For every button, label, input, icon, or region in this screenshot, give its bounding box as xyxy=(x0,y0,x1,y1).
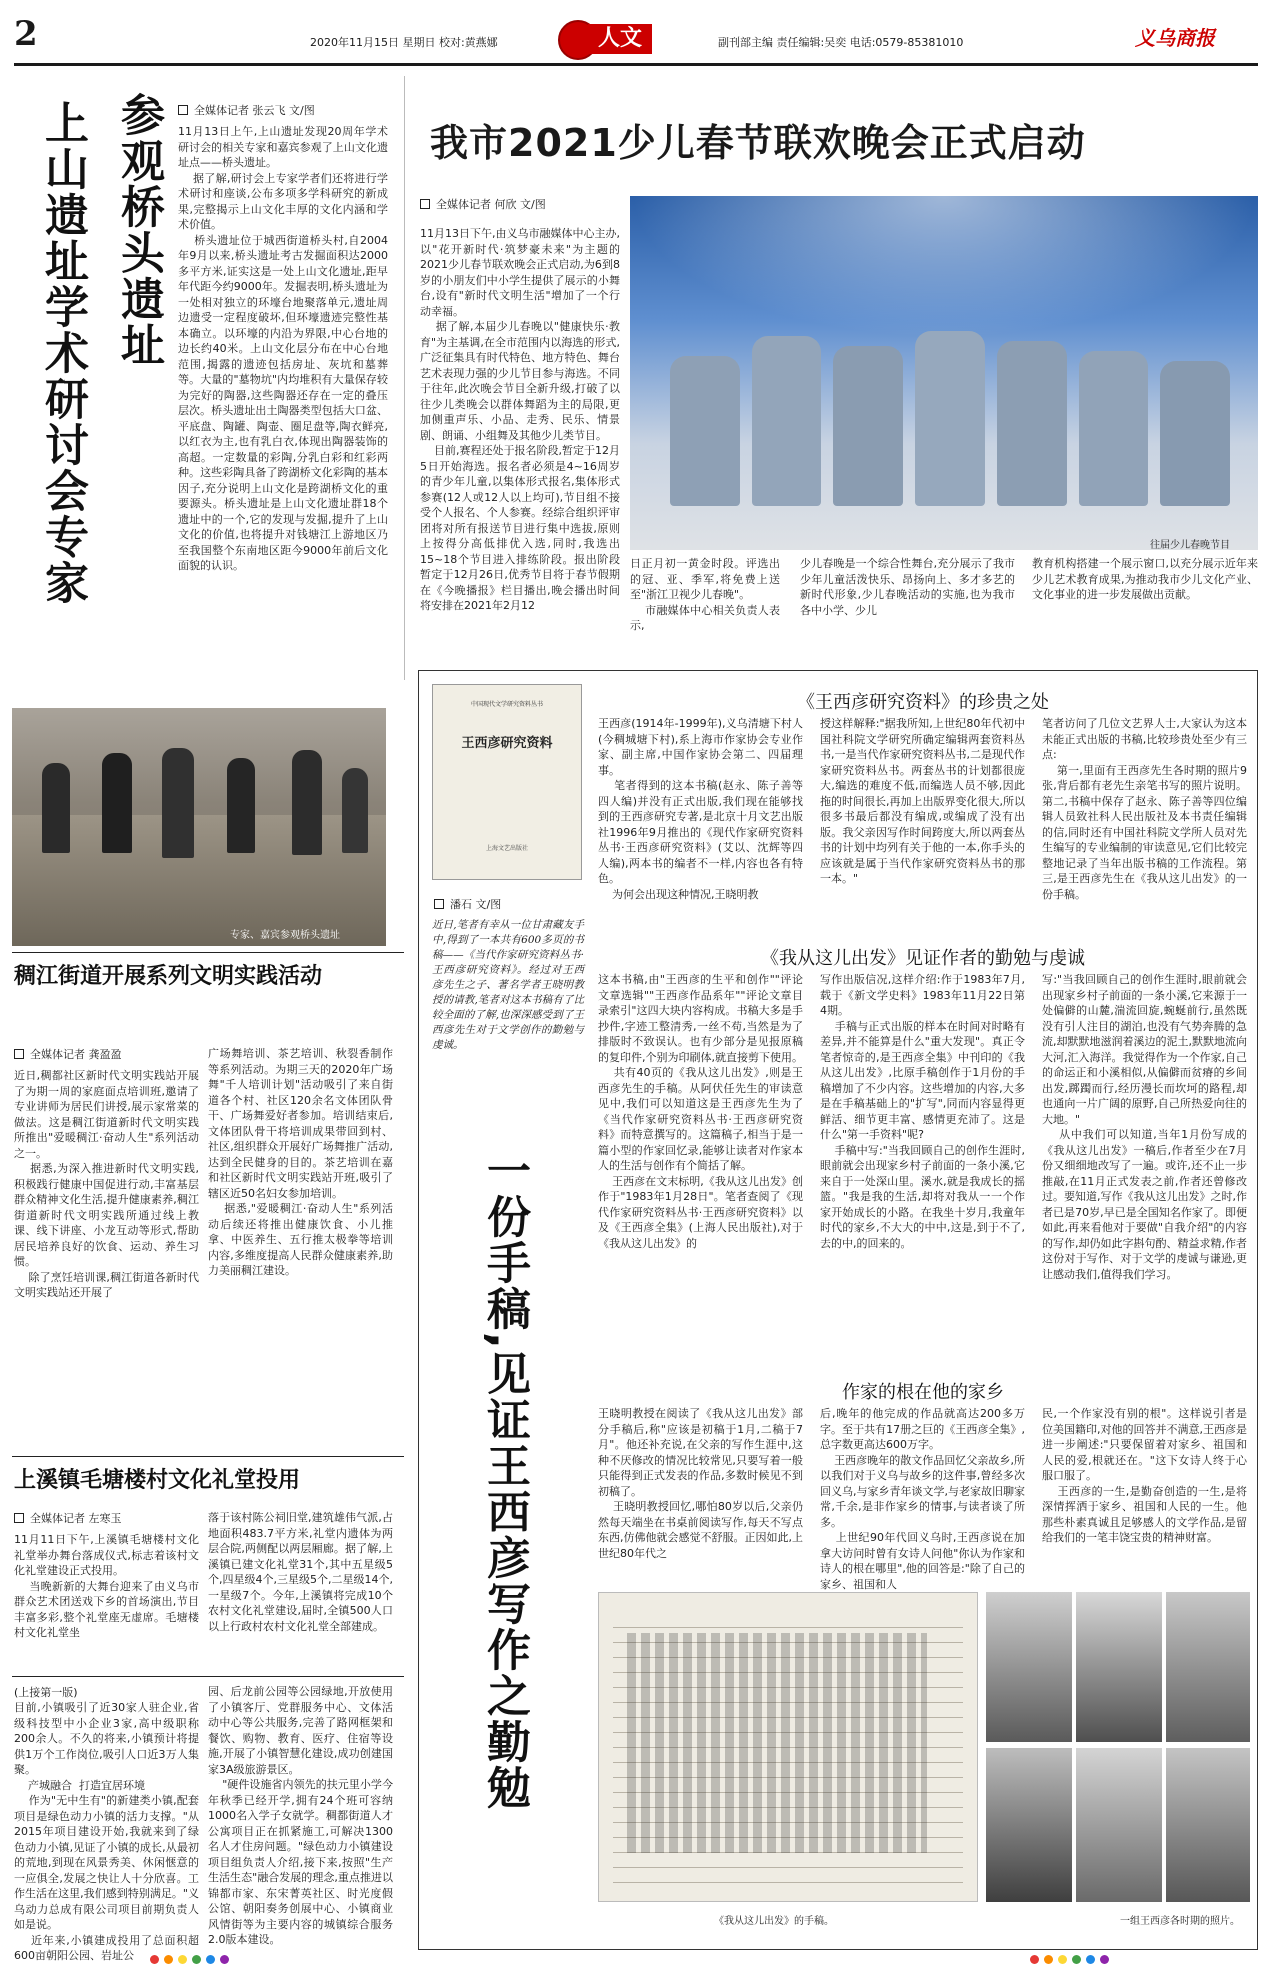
portraits-grid xyxy=(986,1592,1250,1902)
column-divider xyxy=(404,76,405,680)
article4-title: 上溪镇毛塘楼村文化礼堂投用 xyxy=(14,1468,301,1493)
person-figure xyxy=(102,753,132,853)
feature-sec3-title: 作家的根在他的家乡 xyxy=(842,1382,1004,1403)
feature-sec3-col3: 民,一个作家没有别的根"。这样说引者是位美国籍印,对他的回答并不满意,王西彦是进一步阐述:"只要保留着对家乡、祖国和人民的爱,根就还在。"这下女诗人终于心服口服了。 王西彦的一生,是勤奋创造的一生,是将深情挥洒于家乡、祖国和人民的一生。他那些朴素真诚且足够感人的文学作品,是留给我们的一笔丰饶宝贵的精神财富。 xyxy=(1042,1407,1247,1544)
feature-sec2-col3: 写:"当我回顾自己的创作生涯时,眼前就会出现家乡村子前面的一条小溪,它来源于一处偏僻的山麓,湍流回旋,蜿蜒前行,虽然既没有引人注目的湖泊,也没有气势奔腾的急流,却默默地滋润着溪边的泥土,默默地流向大河,汇入海洋。我觉得作为一个作家,自己的命运正和小溪相似,从偏僻而贫瘠的乡间出发,踯躅而行,经历漫长而坎坷的路程,却也通向一片广阔的原野,自己所热爱向往的大地。" 从中我们可以知道,当年1月份写成的《我从这儿出发》一稿后,作者至少在7月份又细细地改写了一遍。或许,还不止一步推敲,在11月正式发表之前,作者还曾修改过。要知道,写作《我从这儿出发》之时,作者已是70岁,早已是全国知名作家了。即便如此,再来看他对于要做"自我介绍"的内容的写作,却仍如此字斟句酌、精益求精,作者这份对于写作、对于文学的虔诚与谦逊,更让感动我们,值得我们学习。 xyxy=(1042,973,1247,1281)
page-number: 2 xyxy=(14,14,38,54)
portrait-photo xyxy=(986,1592,1072,1742)
performer xyxy=(833,346,903,506)
stage-lights xyxy=(630,196,1258,338)
section-logo xyxy=(558,20,678,60)
feature-sec2-col2: 写作出版信况,这样介绍:作于1983年7月,载于《新文学史料》1983年11月22日第4期。 手稿与正式出版的样本在时间对时略有差异,并不能算是什么"重大发现"。真正令笔者惊奇的,是王西彦全集》中刊印的《我从这儿出发》,比原手稿创作于1月份的手稿增加了不少内容。这些增加的内容,大多是在手稿基础上的"扩写",同而内容显得更鲜活、细节更丰富、感情更充沛了。这是什么"第一手资料"呢? 手稿中写:"当我回顾自己的创作生涯时,眼前就会出现家乡村子前面的一条小溪,它来自于一处深山里。溪水,就是我成长的摇篮。"我是我的生活,却将对我从一一个作家开始成长的小路。在我坐十岁月,我童年时代的家乡,不大大的中中,这是,到于不了,去的中,的回来的。 xyxy=(820,973,1025,1250)
person-figure xyxy=(42,763,70,853)
article2-byline xyxy=(420,196,546,212)
article3-body-left: 近日,稠都社区新时代文明实践站开展了为期一周的家庭面点培训班,邀请了专业讲师为居民们讲授,展示家常菜的做法。这是稠江街道新时代文明实践所推出"爱暖稠江·奋动人生"系列活动之一。 据悉,为深入推进新时代文明实践,积极践行健康中国促进行动,丰富基层群众精神文化生活,提升健康素养,稠江街道新时代文明实践所通过线上教课、线下讲座、小龙互动等形式,帮助居民培养良好的饮食、运动、养生习惯。 除了烹饪培训课,稠江街道各新时代文明实践站还开展了 xyxy=(14,1069,199,1299)
article1-photo xyxy=(12,708,386,946)
footer-dot xyxy=(178,1955,187,1964)
editor-line: 副刊部主编 责任编辑:吴奕 电话:0579-85381010 xyxy=(718,36,964,49)
performer xyxy=(670,356,740,506)
footer-dot xyxy=(206,1955,215,1964)
footer-dot xyxy=(164,1955,173,1964)
feature-sec3-col2: 后,晚年的他完成的作品就高达200多万字。至于共有17册之巨的《王西彦全集》,总字数更高达600万字。 王西彦晚年的散文作品回忆父亲故乡,所以我们对于义乌与故乡的这件事,曾经多次回义乌,与家乡青年谈文学,与老家故旧聊家常,千余,是非作家乡的情事,与读者谈了所多。 上世纪90年代回义乌时,王西彦说在加拿大访问时曾有女诗人问他"你认为作家和诗人的根在哪里",他的回答是:"除了自己的家乡、祖国和人 xyxy=(820,1407,1025,1591)
article3-title: 稠江街道开展系列文明实践活动 xyxy=(14,964,323,989)
section-name: 人文 xyxy=(588,24,652,54)
article3-byline xyxy=(14,1046,122,1062)
book-cover-series: 中国现代文学研究资料丛书 xyxy=(470,701,543,708)
article2-col-c: 教育机构搭建一个展示窗口,以充分展示近年来少儿艺术教育成果,为推动我市少儿文化产业、文化事业的进一步发展做出贡献。 xyxy=(1032,557,1258,601)
article2-col-a: 日正月初一黄金时段。评选出的冠、亚、季军,将免费上送至"浙江卫视少儿春晚"。 市融媒体中心相关负责人表示, xyxy=(630,557,780,632)
feature-sec2-title: 《我从这儿出发》见证作者的勤勉与虔诚 xyxy=(761,948,1085,969)
feature-byline xyxy=(434,896,501,912)
footer-dot xyxy=(192,1955,201,1964)
portrait-photo xyxy=(1166,1592,1250,1742)
book-cover-publisher: 上海文艺出版社 xyxy=(485,845,528,852)
article1-body: 11月13日上午,上山遗址发现20周年学术研讨会的相关专家和嘉宾参观了上山文化遗址点——桥头遗址。 据了解,研讨会上专家学者们还将进行学术研讨和座谈,公布多项多学科研究的新成果,完整揭示上山文化丰厚的文化内涵和学术价值。 桥头遗址位于城西街道桥头村,自2004年9月以来,桥头遗址考古发掘面积达2000多平方米,证实这是一处上山文化遗址,距早年代距今约9000年。发掘表明,桥头遗址为一处相对独立的环壕台地聚落单元,遗址周边遗受一定程度破坏,但环壕遗迹完整性基本确立。以环壕的内沿为界限,中心台地的边长约40米。上山文化层分布在中心台地范围,揭露的遗迹包括房址、灰坑和墓葬等。大量的"墓物坑"内均堆积有大量保存较为完好的陶器,这些陶器还存在一定的叠压层次。桥头遗址出土陶器类型包括大口盆、平底盘、陶罐、陶壶、圈足盘等,陶衣鲜亮,以红衣为主,也有乳白衣,体现出陶器装饰的高超。一定数量的彩陶,分乳白彩和红彩两种。这些彩陶具备了跨湖桥文化彩陶的基本因子,充分说明上山文化是跨湖桥文化的重要源头。桥头遗址是上山文化遗址群18个遗址中的一个,它的发现与发掘,提升了上山文化的价值,也将提升对钱塘江上游地区乃至我国整个东南地区距今9000年前后文化面貌的认识。 xyxy=(178,125,388,572)
portrait-photo xyxy=(986,1748,1072,1902)
footer-dot xyxy=(1030,1955,1039,1964)
article1-byline-text: 全媒体记者 张云飞 文/图 xyxy=(194,104,315,117)
article2-title: 我市2021少儿春节联欢晚会正式启动 xyxy=(430,121,1086,165)
article5-body-left: 目前,小镇吸引了近30家人驻企业,省级科技型中小企业3家,高中级职称200余人。不久的将来,小镇预计将提供1万个工作岗位,吸引人口近3万人集聚。 产城融合 打造宜居环境 作为"无中生有"的新建类小镇,配套项目是绿色动力小镇的活力支撑。"从2015年项目建设开始,我就来到了绿色动力小镇,见证了小镇的成长,从最初的荒地,到现在风景秀美、休闲惬意的一应俱全,发展之快让人十分欣喜。工作生活在这里,我们感到特别满足。"义乌动力总成有限公司项目前期负责人如是说。 近年来,小镇建成投用了总面积超600亩朝阳公园、岩址公 xyxy=(14,1701,199,1962)
footer-dot xyxy=(1058,1955,1067,1964)
person-figure xyxy=(342,768,368,853)
article2-body: 11月13日下午,由义乌市融媒体中心主办,以"花开新时代·筑梦豪未来"为主题的2021少儿春节联欢晚会正式启动,为6到8岁的小朋友们中小学生提供了展示的小舞台,设有"新时代文明生活"增加了一个行动幸福。 据了解,本届少儿春晚以"健康快乐·教育"为主基调,在全市范围内以海选的形式,广泛征集具有时代特色、地方特色、舞台艺术表现力强的少儿节目参与海选。不同于往年,此次晚会节目全新升级,打破了以往少儿类晚会以群体舞蹈为主的局限,更加侧重声乐、小品、走秀、民乐、情景剧、朗诵、小组舞及其他少儿类节目。 目前,赛程还处于报名阶段,暂定于12月5日开始海选。报名者必须是4~16周岁的青少年儿童,以集体形式报名,集体形式参赛(12人或12人以上均可),节目组不接受个人报名、个人参赛。经综合组织评审团将对所有报送节目进行集中选拔,原则上按得分高低排优入选,同时,我选出15~18个节目进入排练阶段。报出阶段暂定于12月26日,优秀节目将于春节假期在《今晚播报》栏目播出,晚会播出时间将安排在2021年2月12 xyxy=(420,227,620,612)
footer-dot xyxy=(220,1955,229,1964)
feature-sec1-title: 《王西彦研究资料》的珍贵之处 xyxy=(797,692,1049,713)
byline-box-icon xyxy=(14,1049,24,1059)
article1-title-line2: 上山遗址学术研讨会专家 xyxy=(37,100,88,606)
article1-photo-caption: 专家、嘉宾参观桥头遗址 xyxy=(230,930,340,941)
section-divider xyxy=(12,1456,404,1457)
section-divider xyxy=(12,1676,404,1677)
article1-title-line1: 参观桥头遗址 xyxy=(113,92,164,368)
article1-byline xyxy=(178,102,315,118)
article2-photo xyxy=(630,196,1258,550)
article2-col-b: 少儿春晚是一个综合性舞台,充分展示了我市少年儿童活泼快乐、昂扬向上、多才多艺的新时代形象,少儿春晚活动的实施,也为我市各中小学、少儿 xyxy=(800,557,1015,617)
byline-box-icon xyxy=(420,199,430,209)
article2-byline-text: 全媒体记者 何欣 文/图 xyxy=(436,198,546,211)
manuscript-photo xyxy=(598,1592,978,1902)
performer xyxy=(997,341,1067,506)
manuscript-ink xyxy=(627,1633,927,1853)
portraits-caption: 一组王西彦各时期的照片。 xyxy=(1120,1916,1240,1927)
footer-dot xyxy=(1100,1955,1109,1964)
article3-body-right: 广场舞培训、茶艺培训、秋裂香制作等系列活动。为期三天的2020年广场舞"千人培训计划"活动吸引了来自街道各个村、社区120余名文体团队骨干、广场舞爱好者参加。培训结束后,文体团队骨干将培训成果带回到村、社区,组织群众开展好广场舞推广活动,达到全民健身的目的。茶艺培训在嘉和社区新时代文明实践站开班,吸引了辖区近50名妇女参加培训。 据悉,"爱暖稠江·奋动人生"系列活动后续还将推出健康饮食、小儿推拿、中医养生、五行推太极拳等培训内容,多维度提高人民群众健康素养,助力美丽稠江建设。 xyxy=(208,1047,393,1277)
article4-byline xyxy=(14,1510,122,1526)
performers-row xyxy=(670,326,1230,506)
feature-vertical-title: 一份手稿,见证王西彦写作之勤勉 xyxy=(479,1148,530,1811)
article3-byline-text: 全媒体记者 龚盈盈 xyxy=(30,1048,122,1061)
portrait-photo xyxy=(1076,1592,1162,1742)
performer xyxy=(1079,351,1149,506)
header-rule xyxy=(14,63,1258,66)
person-figure xyxy=(162,748,194,858)
person-figure xyxy=(292,750,322,855)
performer xyxy=(752,336,822,506)
date-line: 2020年11月15日 星期日 校对:黄燕娜 xyxy=(310,36,498,49)
masthead: 义乌商报 xyxy=(1135,26,1215,50)
feature-sec1-col1: 王西彦(1914年-1999年),义乌清塘下村人(今稠城塘下村),系上海市作家协会专业作家、副主席,中国作家协会第二、四届理事。 笔者得到的这本书稿(赵永、陈子善等四人编)并没有正式出版,我们现在能够找到的王西彦研究专著,是北京十月文艺出版社1996年9月推出的《现代作家研究资料丛书·王西彦研究资料》(艾以、沈辉等四人编),两本书的编者不一样,内容也各有特色。 为何会出现这种情况,王晓明教 xyxy=(598,717,803,901)
article4-body-right: 落于该村陈公祠旧堂,建筑雄伟气派,占地面积483.7平方米,礼堂内遗体为两层合院,两侧配以两层厢廊。据了解,上溪镇已建文化礼堂31个,其中五星级5个,四星级4个,三星级5个,二星级14个,一星级7个。今年,上溪镇将完成10个农村文化礼堂建设,届时,全镇500人口以上行政村农村文化礼堂全部建成。 xyxy=(208,1511,393,1633)
feature-byline-text: 潘石 文/图 xyxy=(450,898,502,911)
footer-dots-left xyxy=(150,1955,229,1964)
footer-dot xyxy=(1044,1955,1053,1964)
feature-sec2-col1: 这本书稿,由"王西彦的生平和创作""评论文章选辑""王西彦作品系年""评论文章目录索引"这四大块内容构成。书稿大多是手抄件,字迹工整清秀,一丝不苟,当然是为了排版时不致误认。也有少部分是见报原稿的复印件,个别为印刷体,就直接剪下使用。 共有40页的《我从这儿出发》,则是王西彦先生的手稿。从阿伏任先生的审读意见中,我们可以知道这是王西彦先生为了《当代作家研究资料丛书·王西彦研究资料》而特意撰写的。这篇稿子,相当于是一篇小型的作家回忆录,能够让读者对作家本人的生活与创作有个简括了解。 王西彦在文末标明,《我从这儿出发》创作于"1983年1月28日"。笔者查阅了《现代作家研究资料丛书·王西彦研究资料》以及《王西彦全集》(上海人民出版社),对于《我从这儿出发》的 xyxy=(598,973,803,1250)
footer-dots-right xyxy=(1030,1955,1109,1964)
byline-box-icon xyxy=(14,1513,24,1523)
manuscript-caption: 《我从这儿出发》的手稿。 xyxy=(714,1916,834,1927)
article5-body-right: 园、后龙前公园等公园绿地,开放使用了小镇客厅、党群服务中心、文体活动中心等公共服务,完善了路网框架和餐饮、购物、教育、医疗、住宿等设施,开展了小镇智慧化建设,成功创建国家3A级旅游景区。 "硬件设施省内领先的扶元里小学今年秋季已经开学,拥有24个班可容纳1000名入学子女就学。稠都街道人才公寓项目正在抓紧施工,可解决1300名人才住房问题。"绿色动力小镇建设项目组负责人介绍,接下来,按照"生产生活生态"融合发展的理念,重点推进以锦都市家、东宋菁英社区、时光度假公馆、朝阳奏务创展中心、小镇商业风情街等为主要内容的城镇综合服务2.0版本建设。 xyxy=(208,1685,393,1946)
feature-sec1-col2: 授这样解释:"据我所知,上世纪80年代初中国社科院文学研究所确定编辑两套资料丛书,一是当代作家研究资料丛书,二是现代作家研究资料丛书。两套丛书的计划都很庞大,编选的难度不低,而编选人员不够,因此拖的时间很长,再加上出版界变化很大,所以很多书最后都没有编成,或编成了没有出版。我父亲因写作时间跨度大,所以两套丛书的计划中均列有关于他的一本,你手头的应该就是属于当代作家研究资料丛书的那一本。" xyxy=(820,717,1025,885)
article2-photo-caption: 往届少儿春晚节目 xyxy=(1150,540,1230,551)
article5-continued: (上接第一版) xyxy=(14,1686,78,1699)
section-divider xyxy=(12,952,404,953)
portrait-photo xyxy=(1166,1748,1250,1902)
feature-intro: 近日,笔者有幸从一位甘肃藏友手中,得到了一本共有600多页的书稿——《当代作家研究资料丛书·王西彦研究资料》。经过对王西彦先生之子、著名学者王晓明教授的请教,笔者对这本书稿有了比较全面的了解,也深深感受到了王西彦先生对于文学创作的勤勉与虔诚。 xyxy=(432,919,584,1051)
footer-dot xyxy=(1086,1955,1095,1964)
feature-sec1-col3: 笔者访问了几位文艺界人士,大家认为这本未能正式出版的书稿,比较珍贵处至少有三点: 第一,里面有王西彦先生各时期的照片9张,背后都有老先生亲笔书写的照片说明。第二,书稿中保存了赵永、陈子善等四位编辑人员致社科人民出版社及本书责任编辑的信,同时还有中国社科院文学所人员对先生编写的专业编制的审读意见,它们比较完整地记录了当年出版书稿的工作流程。第三,是王西彦先生在《我从这儿出发》的一份手稿。 xyxy=(1042,717,1247,901)
person-figure xyxy=(227,758,255,853)
footer-dot xyxy=(1072,1955,1081,1964)
performer xyxy=(1160,361,1230,506)
feature-book-cover xyxy=(432,684,582,880)
byline-box-icon xyxy=(178,105,188,115)
article4-body-left: 11月11日下午,上溪镇毛塘楼村文化礼堂举办舞台落成仪式,标志着该村文化礼堂建设正式投用。 当晚新新的大舞台迎来了由义乌市群众艺术团送戏下乡的首场演出,节目丰富多彩,整个礼堂座无虚席。毛塘楼村文化礼堂坐 xyxy=(14,1533,199,1639)
portrait-photo xyxy=(1076,1748,1162,1902)
byline-box-icon xyxy=(434,899,444,909)
article4-byline-text: 全媒体记者 左寒玉 xyxy=(30,1512,122,1525)
footer-dot xyxy=(150,1955,159,1964)
performer xyxy=(915,331,985,506)
feature-sec3-col1: 王晓明教授在阅读了《我从这儿出发》部分手稿后,称"应该是初稿于1月,二稿于7月"。他还补充说,在父亲的写作生涯中,这种不厌修改的情况比较常见,只要写着一般只能得到正式发表的作品,多数时候见不到初稿了。 王晓明教授回忆,哪怕80岁以后,父亲仍然每天端坐在书桌前阅读写作,每天不写点东西,仿佛他就会感觉不舒服。正因如此,上世纪80年代之 xyxy=(598,1407,803,1560)
book-cover-title: 王西彦研究资料 xyxy=(461,736,553,751)
